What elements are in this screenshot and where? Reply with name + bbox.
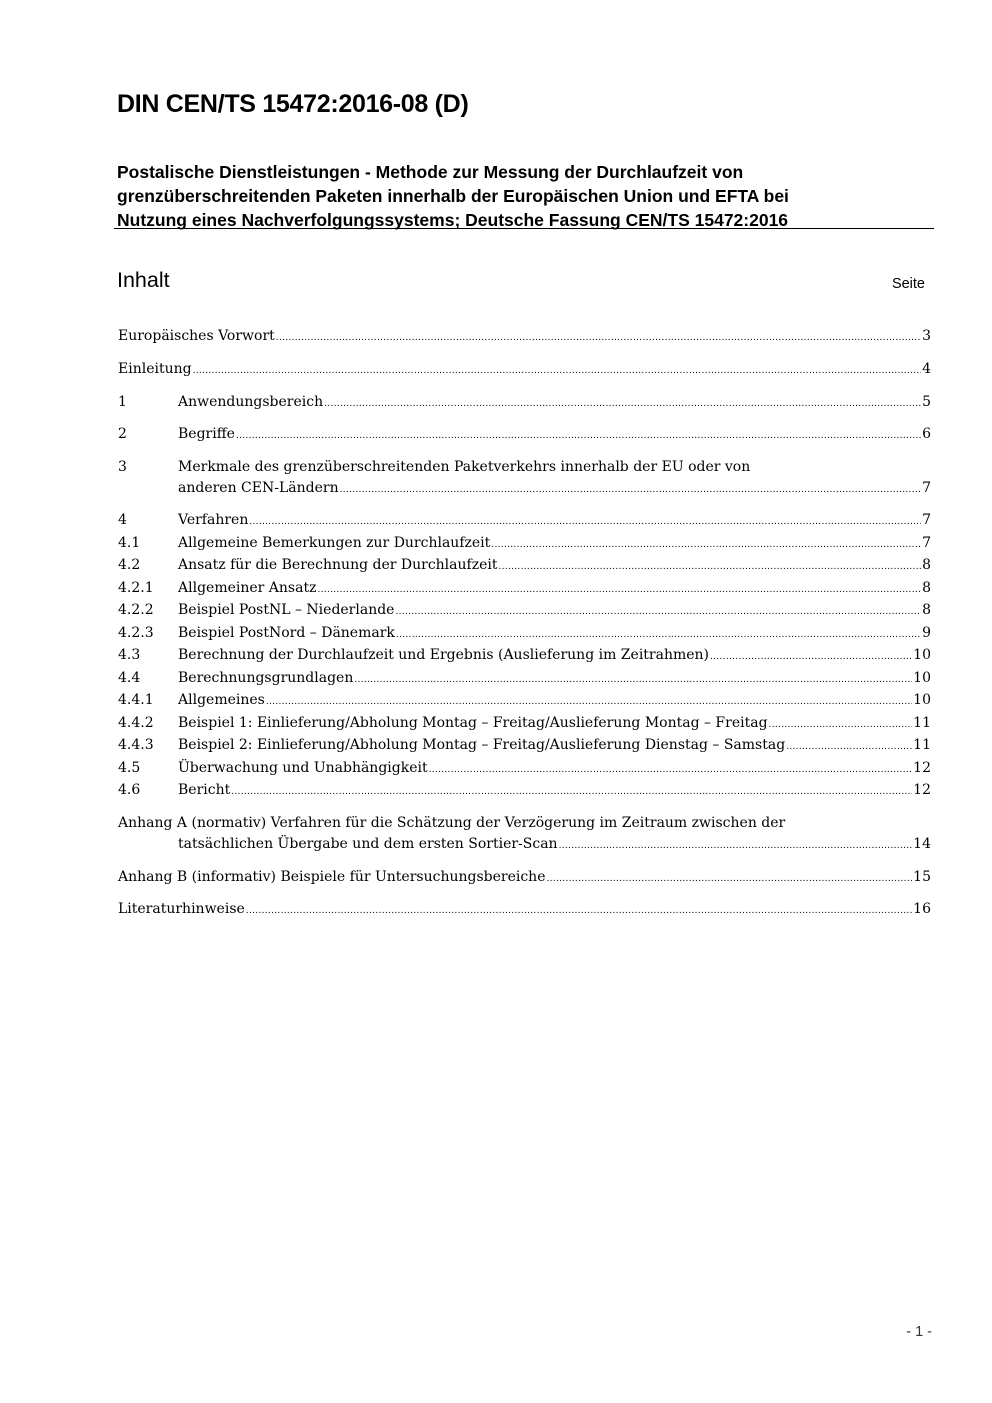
toc-entry-page: 10 [913,647,931,664]
toc-entry[interactable] [118,780,931,803]
toc-entry-page: 10 [913,692,931,709]
toc-leader-dots [249,512,921,533]
toc-entry[interactable] [118,510,931,533]
toc-entry[interactable] [118,457,931,500]
toc-entry-page: 12 [913,759,931,776]
page-number: - 1 - [906,1324,932,1340]
toc-page-column-label: Seite [891,276,925,292]
toc-entry-title: Anhang B (informativ) Beispiele für Untersuchungsbereiche [118,868,546,885]
toc-entry-page: 9 [922,624,931,641]
toc-entry[interactable] [118,555,931,578]
subtitle-line: Nutzung eines Nachverfolgungssystems; Deutsche Fassung CEN/TS 15472:2016 [117,210,789,230]
toc-entry-title: Anhang A (normativ) Verfahren für die Schätzung der Verzögerung im Zeitraum zwischen der [118,815,786,832]
toc-entry-number: 4.4.3 [118,737,154,754]
toc-entry-number: 4.2 [118,557,141,574]
toc-leader-dots [491,535,921,556]
document-subtitle [117,160,934,232]
toc-entry-number: 4.2.2 [118,602,154,619]
toc-entry-number: 4.2.3 [118,624,154,641]
toc-entry-page: 4 [922,360,931,377]
toc-entry-page: 7 [922,512,931,529]
toc-entry-page: 8 [922,579,931,596]
toc-entry[interactable] [118,623,931,646]
toc-entry-page: 11 [913,737,931,754]
toc-leader-dots [340,480,921,501]
toc-entry[interactable] [118,326,931,349]
toc-leader-dots [429,760,913,781]
toc-leader-dots [276,328,921,349]
toc-entry-title: Verfahren [178,512,249,529]
toc-entry-title: Beispiel 1: Einlieferung/Abholung Montag – Freitag/Auslieferung Montag – Freitag [178,714,768,731]
toc-entry-title: Literaturhinweise [118,901,245,918]
toc-entry-page: 12 [913,782,931,799]
toc-leader-dots [266,692,912,713]
toc-leader-dots [231,782,912,803]
toc-entry-title: Beispiel PostNord – Dänemark [178,624,395,641]
toc-entry[interactable] [118,668,931,691]
toc-leader-dots [786,737,912,758]
toc-entry-title: Einleitung [118,360,192,377]
toc-entry-number: 1 [118,393,127,410]
toc-entry-title: Beispiel 2: Einlieferung/Abholung Montag – Freitag/Auslieferung Dienstag – Samstag [178,737,786,754]
toc-entry-title: Merkmale des grenzüberschreitenden Paketverkehrs innerhalb der EU oder von [178,459,751,476]
table-of-contents [118,326,931,922]
toc-entry-title: Überwachung und Unabhängigkeit [178,759,428,776]
toc-entry-title: Beispiel PostNL – Niederlande [178,602,395,619]
toc-entry[interactable] [118,867,931,890]
title-divider [114,228,934,229]
subtitle-line: grenzüberschreitenden Paketen innerhalb der Europäischen Union und EFTA bei [117,186,789,206]
toc-entry-number: 4 [118,512,127,529]
toc-leader-dots [546,869,912,890]
toc-entry-title-continued: anderen CEN-Ländern [178,479,339,496]
toc-entry[interactable] [118,600,931,623]
toc-entry-title: Anwendungsbereich [178,393,324,410]
toc-entry-title: Allgemeine Bemerkungen zur Durchlaufzeit [178,534,491,551]
toc-entry-number: 4.4.2 [118,714,154,731]
toc-leader-dots [395,602,921,623]
toc-leader-dots [559,836,913,857]
toc-entry-title: Ansatz für die Berechnung der Durchlaufzeit [178,557,498,574]
toc-leader-dots [354,670,912,691]
toc-entry[interactable] [118,758,931,781]
toc-entry-title-continued: tatsächlichen Übergabe und dem ersten Sortier-Scan [178,835,558,852]
toc-entry-page: 7 [922,479,931,496]
toc-entry-number: 4.4 [118,669,141,686]
toc-entry-number: 4.3 [118,647,141,664]
toc-entry-title: Allgemeiner Ansatz [178,579,317,596]
toc-entry-page: 8 [922,602,931,619]
toc-entry-number: 2 [118,426,127,443]
toc-entry-page: 16 [913,901,931,918]
toc-entry[interactable] [118,578,931,601]
toc-entry-page: 7 [922,534,931,551]
toc-entry[interactable] [118,690,931,713]
toc-heading: Inhalt [117,268,170,292]
toc-entry-page: 6 [922,426,931,443]
toc-entry-title: Bericht [178,782,231,799]
toc-entry[interactable] [118,359,931,382]
toc-entry-number: 4.5 [118,759,141,776]
toc-entry-page: 15 [913,868,931,885]
toc-entry-page: 14 [913,835,931,852]
toc-entry-number: 3 [118,459,127,476]
toc-leader-dots [769,715,913,736]
toc-entry-title: Berechnung der Durchlaufzeit und Ergebnis (Auslieferung im Zeitrahmen) [178,647,710,664]
toc-entry[interactable] [118,392,931,415]
document-title: DIN CEN/TS 15472:2016-08 (D) [117,90,469,118]
toc-entry-page: 10 [913,669,931,686]
toc-leader-dots [498,557,921,578]
toc-entry[interactable] [118,424,931,447]
toc-leader-dots [193,361,922,382]
toc-entry-page: 5 [922,393,931,410]
toc-entry-title: Europäisches Vorwort [118,328,275,344]
toc-entry-page: 11 [913,714,931,731]
toc-entry-title: Begriffe [178,426,235,443]
toc-entry-number: 4.4.1 [118,692,154,709]
toc-leader-dots [710,647,912,668]
toc-entry-number: 4.6 [118,782,141,799]
subtitle-line: Postalische Dienstleistungen - Methode zur Messung der Durchlaufzeit von [117,162,744,182]
toc-entry[interactable] [118,713,931,736]
toc-entry[interactable] [118,735,931,758]
toc-entry-page: 8 [922,557,931,574]
toc-entry-number: 4.2.1 [118,579,154,596]
toc-entry[interactable] [118,533,931,556]
toc-entry-title: Berechnungsgrundlagen [178,669,354,686]
toc-leader-dots [396,625,921,646]
toc-leader-dots [317,580,921,601]
toc-entry-title: Allgemeines [178,692,265,709]
toc-leader-dots [246,901,912,922]
toc-entry[interactable] [118,899,931,922]
toc-entry-page: 3 [922,328,931,344]
toc-entry[interactable] [118,645,931,668]
toc-leader-dots [324,394,921,415]
toc-leader-dots [236,426,921,447]
toc-entry[interactable] [118,813,931,856]
toc-entry-number: 4.1 [118,534,141,551]
